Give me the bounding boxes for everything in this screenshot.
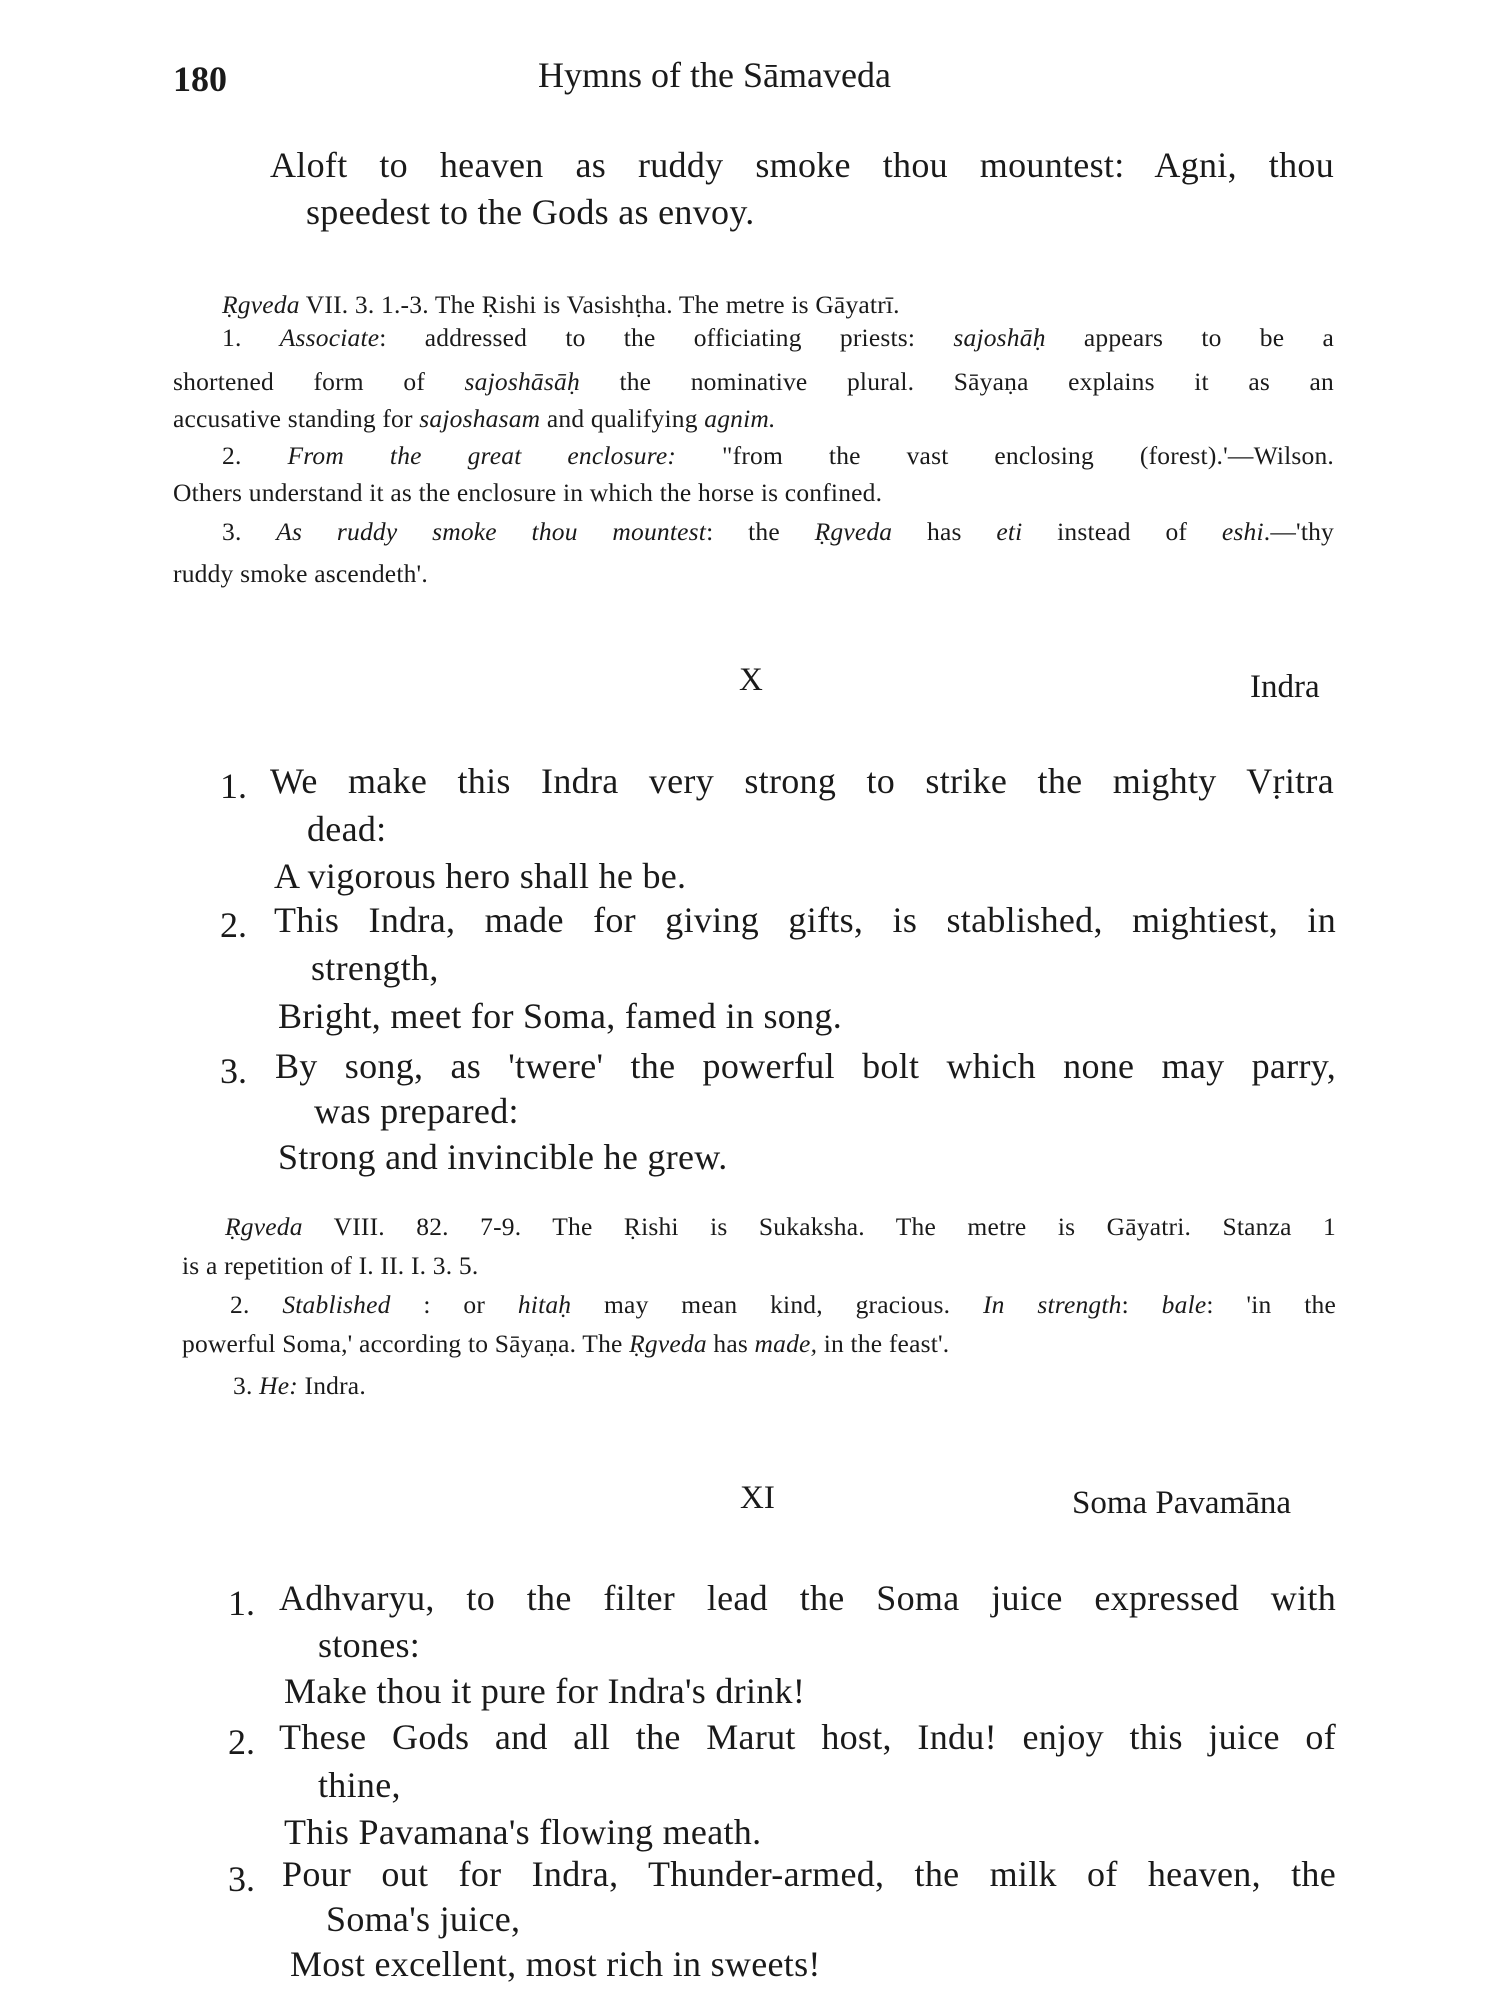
notes-ix-note-1-line-3: accusative standing for sajoshasam and qualifying agnim.: [173, 404, 776, 433]
hymn-xi-verse-2-line-2: thine,: [318, 1765, 401, 1805]
hymn-x-verse-2-number: 2.: [220, 905, 247, 945]
notes-ix-note-3: 3. As ruddy smoke thou mountest: the Ṛgveda has eti instead of eshi.—'thy: [222, 517, 1335, 546]
notes-x-note-3: 3. He: Indra.: [233, 1371, 366, 1400]
hymn-xi-numeral: XI: [740, 1480, 775, 1516]
notes-ix-note-1-line-2: shortened form of sajoshāsāḥ the nominative plural. Sāyaṇa explains it as an: [173, 367, 1334, 396]
hymn-xi-verse-3-number: 3.: [228, 1859, 255, 1899]
notes-ix-note-1: 1. Associate: addressed to the officiating priests: sajoshāḥ appears to be a: [222, 323, 1335, 352]
notes-x-note-2-line-2: powerful Soma,' according to Sāyaṇa. The Ṛgveda has made, in the feast'.: [182, 1329, 950, 1358]
notes-x-intro-line-2: is a repetition of I. II. I. 3. 5.: [182, 1251, 479, 1280]
carryover-line-2: speedest to the Gods as envoy.: [306, 192, 755, 232]
hymn-xi-verse-1-number: 1.: [228, 1583, 255, 1623]
hymn-x-verse-1-number: 1.: [220, 766, 247, 806]
hymn-x-verse-3-number: 3.: [220, 1051, 247, 1091]
hymn-xi-verse-3-line-2: Soma's juice,: [326, 1899, 521, 1939]
hymn-xi-verse-1-line-2: stones:: [318, 1625, 421, 1665]
hymn-x-numeral: X: [739, 662, 763, 698]
notes-ix-note-3-line-2: ruddy smoke ascendeth'.: [173, 559, 428, 588]
hymn-xi-verse-2-line-1: These Gods and all the Marut host, Indu! enjoy this juice of: [279, 1717, 1336, 1757]
notes-ix-intro: Ṛgveda VII. 3. 1.-3. The Ṛishi is Vasishṭha. The metre is Gāyatrī.: [222, 290, 900, 319]
notes-ix-note-2: 2. From the great enclosure: "from the vast enclosing (forest).'—Wilson.: [222, 441, 1335, 470]
hymn-xi-verse-3-line-1: Pour out for Indra, Thunder-armed, the milk of heaven, the: [282, 1854, 1336, 1894]
hymn-x-verse-1-line-1: We make this Indra very strong to strike the mighty Vṛitra: [270, 761, 1334, 801]
hymn-x-verse-3-line-2: was prepared:: [314, 1091, 519, 1131]
notes-x-intro: Ṛgveda VIII. 82. 7-9. The Ṛishi is Sukaksha. The metre is Gāyatri. Stanza 1: [225, 1212, 1336, 1241]
hymn-xi-verse-1-line-1: Adhvaryu, to the filter lead the Soma juice expressed with: [279, 1578, 1336, 1618]
hymn-x-verse-3-line-1: By song, as 'twere' the powerful bolt which none may parry,: [275, 1046, 1336, 1086]
running-title: Hymns of the Sāmaveda: [538, 55, 891, 95]
hymn-x-deity: Indra: [1250, 669, 1320, 705]
page-number: 180: [173, 59, 227, 99]
hymn-x-verse-1-line-2: dead:: [307, 809, 387, 849]
hymn-xi-verse-2-line-3: This Pavamana's flowing meath.: [284, 1812, 762, 1852]
notes-ix-note-2-line-2: Others understand it as the enclosure in which the horse is confined.: [173, 478, 883, 507]
hymn-xi-verse-3-line-3: Most excellent, most rich in sweets!: [290, 1944, 821, 1984]
hymn-x-verse-2-line-1: This Indra, made for giving gifts, is stablished, mightiest, in: [274, 900, 1336, 940]
hymn-xi-verse-1-line-3: Make thou it pure for Indra's drink!: [284, 1671, 806, 1711]
hymn-xi-deity: Soma Pavamāna: [1072, 1485, 1292, 1521]
hymn-x-verse-2-line-3: Bright, meet for Soma, famed in song.: [278, 996, 843, 1036]
hymn-x-verse-2-line-2: strength,: [311, 948, 439, 988]
carryover-line-1: Aloft to heaven as ruddy smoke thou mountest: Agni, thou: [270, 145, 1334, 185]
hymn-x-verse-1-line-3: A vigorous hero shall he be.: [274, 856, 687, 896]
notes-x-note-2: 2. Stablished : or hitaḥ may mean kind, gracious. In strength: bale: 'in the: [230, 1290, 1336, 1319]
hymn-x-verse-3-line-3: Strong and invincible he grew.: [278, 1137, 728, 1177]
hymn-xi-verse-2-number: 2.: [228, 1722, 255, 1762]
